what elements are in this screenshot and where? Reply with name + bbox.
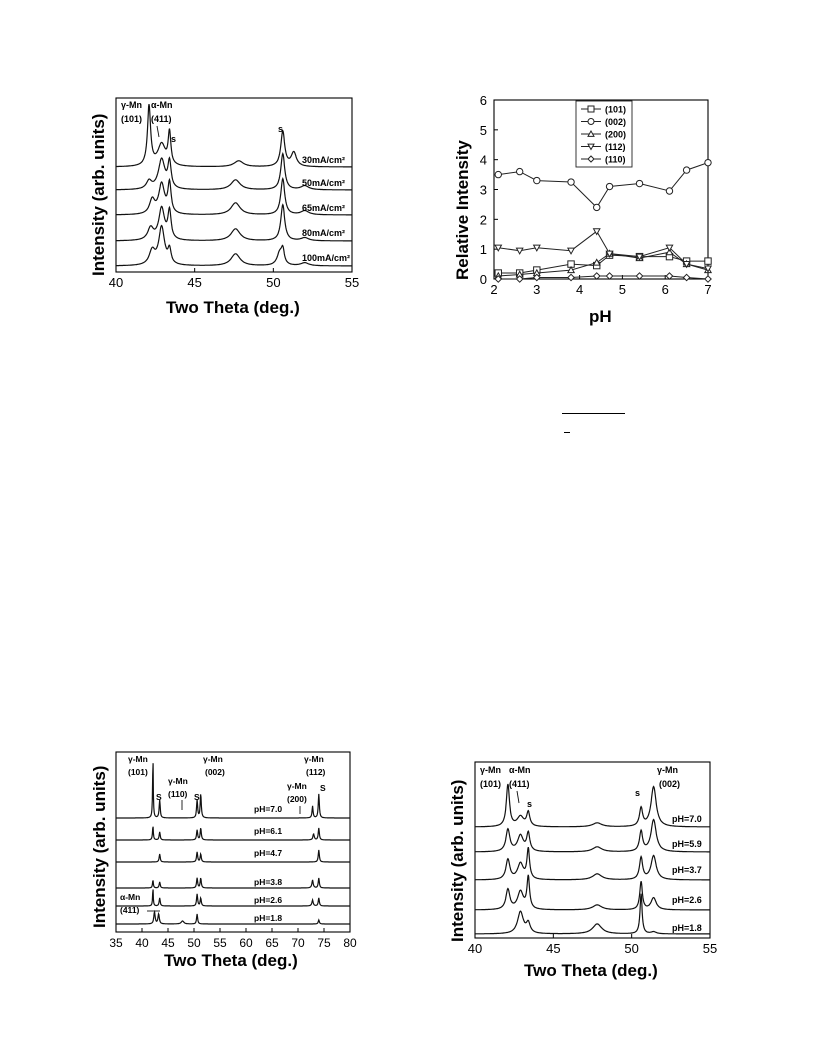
peak-label-alpha-mn: α-Mn xyxy=(120,892,141,902)
x-tick-label: 50 xyxy=(187,936,201,950)
x-axis-title: pH xyxy=(589,307,612,326)
peak-label-s: s xyxy=(635,788,641,798)
x-tick-label: 5 xyxy=(618,282,627,297)
peak-label-gamma-mn: γ-Mn xyxy=(121,100,142,110)
y-axis-title: Intensity (arb. units) xyxy=(90,765,109,928)
x-axis-title: Two Theta (deg.) xyxy=(166,298,300,317)
x-tick-label: 6 xyxy=(661,282,669,297)
curve-label-ph18: pH=1.8 xyxy=(254,913,283,923)
curve-label-65: 65mA/cm² xyxy=(302,203,346,213)
curve-label-ph37: pH=3.7 xyxy=(672,865,702,875)
x-tick-label: 60 xyxy=(239,936,253,950)
y-axis-title: Intensity (arb. units) xyxy=(448,779,467,942)
peak-label-gamma-mn: γ-Mn xyxy=(304,754,324,764)
peak-label-gamma-mn: γ-Mn xyxy=(657,765,678,775)
curve-label-ph70: pH=7.0 xyxy=(672,814,702,824)
peak-label-s: S xyxy=(320,783,326,793)
y-axis-title: Relative Intensity xyxy=(453,140,472,280)
y-tick-label: 3 xyxy=(479,182,487,198)
peak-label-s: s xyxy=(171,134,177,144)
y-axis-title: Intensity (arb. units) xyxy=(89,113,108,276)
peak-label-411: (411) xyxy=(151,114,172,124)
peak-label-101: (101) xyxy=(128,767,148,777)
peak-label-gamma-mn: γ-Mn xyxy=(480,765,501,775)
curve-label-ph47: pH=4.7 xyxy=(254,848,283,858)
curve-label-ph26: pH=2.6 xyxy=(672,895,702,905)
x-tick-label: 40 xyxy=(135,936,149,950)
curve-label-ph18: pH=1.8 xyxy=(672,923,702,933)
legend-label: (112) xyxy=(605,142,626,152)
x-tick-label: 70 xyxy=(291,936,305,950)
peak-label-gamma-mn: γ-Mn xyxy=(203,754,223,764)
peak-label-112: (112) xyxy=(306,767,326,777)
peak-label-gamma-mn: γ-Mn xyxy=(128,754,148,764)
x-axis-title: Two Theta (deg.) xyxy=(164,951,298,970)
curve-label-30: 30mA/cm² xyxy=(302,155,346,165)
curve-label-100: 100mA/cm² xyxy=(302,253,351,263)
peak-label-s: s xyxy=(278,124,284,134)
peak-label-s: s xyxy=(527,799,533,809)
x-tick-label: 4 xyxy=(575,282,584,297)
peak-label-gamma-mn: γ-Mn xyxy=(168,776,188,786)
x-tick-label: 35 xyxy=(109,936,123,950)
peak-label-gamma-mn: γ-Mn xyxy=(287,781,307,791)
curve-label-ph70: pH=7.0 xyxy=(254,804,283,814)
legend-label: (002) xyxy=(605,117,627,127)
x-tick-label: 40 xyxy=(108,275,124,290)
x-ticks xyxy=(468,934,717,956)
peak-label-411: (411) xyxy=(509,779,530,789)
x-tick-label: 50 xyxy=(266,275,281,290)
legend-label: (101) xyxy=(605,104,627,115)
x-tick-label: 80 xyxy=(343,936,357,950)
peak-label-411: (411) xyxy=(120,905,140,915)
curve-label-ph61: pH=6.1 xyxy=(254,826,283,836)
curve-label-ph38: pH=3.8 xyxy=(254,877,283,887)
x-tick-label: 45 xyxy=(187,275,202,290)
x-tick-label: 45 xyxy=(546,941,561,956)
peak-label-s: S xyxy=(156,792,162,802)
curve-label-ph59: pH=5.9 xyxy=(672,839,702,849)
x-tick-label: 55 xyxy=(344,275,360,290)
peak-label-101: (101) xyxy=(480,779,502,789)
y-tick-label: 5 xyxy=(479,122,487,138)
x-tick-label: 45 xyxy=(161,936,175,950)
legend-label: (200) xyxy=(605,129,627,140)
x-tick-label: 55 xyxy=(213,936,227,950)
y-tick-label: 6 xyxy=(479,93,487,108)
x-tick-label: 2 xyxy=(490,282,498,297)
peak-label-200: (200) xyxy=(287,794,307,804)
y-tick-label: 0 xyxy=(479,272,487,287)
peak-label-002: (002) xyxy=(659,779,681,789)
curve-label-80: 80mA/cm² xyxy=(302,228,346,238)
x-tick-label: 7 xyxy=(704,282,712,297)
y-tick-label: 2 xyxy=(479,212,487,228)
peak-label-002: (002) xyxy=(205,767,225,777)
x-tick-label: 65 xyxy=(265,936,279,950)
legend-label: (110) xyxy=(605,154,626,165)
x-tick-label: 40 xyxy=(467,941,483,956)
peak-label-110: (110) xyxy=(168,789,188,799)
x-tick-label: 50 xyxy=(624,941,639,956)
x-tick-label: 55 xyxy=(702,941,718,956)
x-tick-label: 3 xyxy=(533,282,541,297)
curve-label-50: 50mA/cm² xyxy=(302,178,346,188)
x-tick-label: 75 xyxy=(317,936,331,950)
peak-arrow xyxy=(517,791,519,803)
y-tick-label: 1 xyxy=(479,242,487,258)
peak-label-s: S xyxy=(194,792,200,802)
peak-label-101: (101) xyxy=(121,114,143,124)
y-tick-label: 4 xyxy=(479,152,487,168)
x-axis-title: Two Theta (deg.) xyxy=(524,961,658,980)
peak-label-alpha-mn: α-Mn xyxy=(509,765,531,775)
peak-label-alpha-mn: α-Mn xyxy=(151,100,173,110)
curve-label-ph26: pH=2.6 xyxy=(254,895,283,905)
xrd-traces xyxy=(475,784,710,934)
